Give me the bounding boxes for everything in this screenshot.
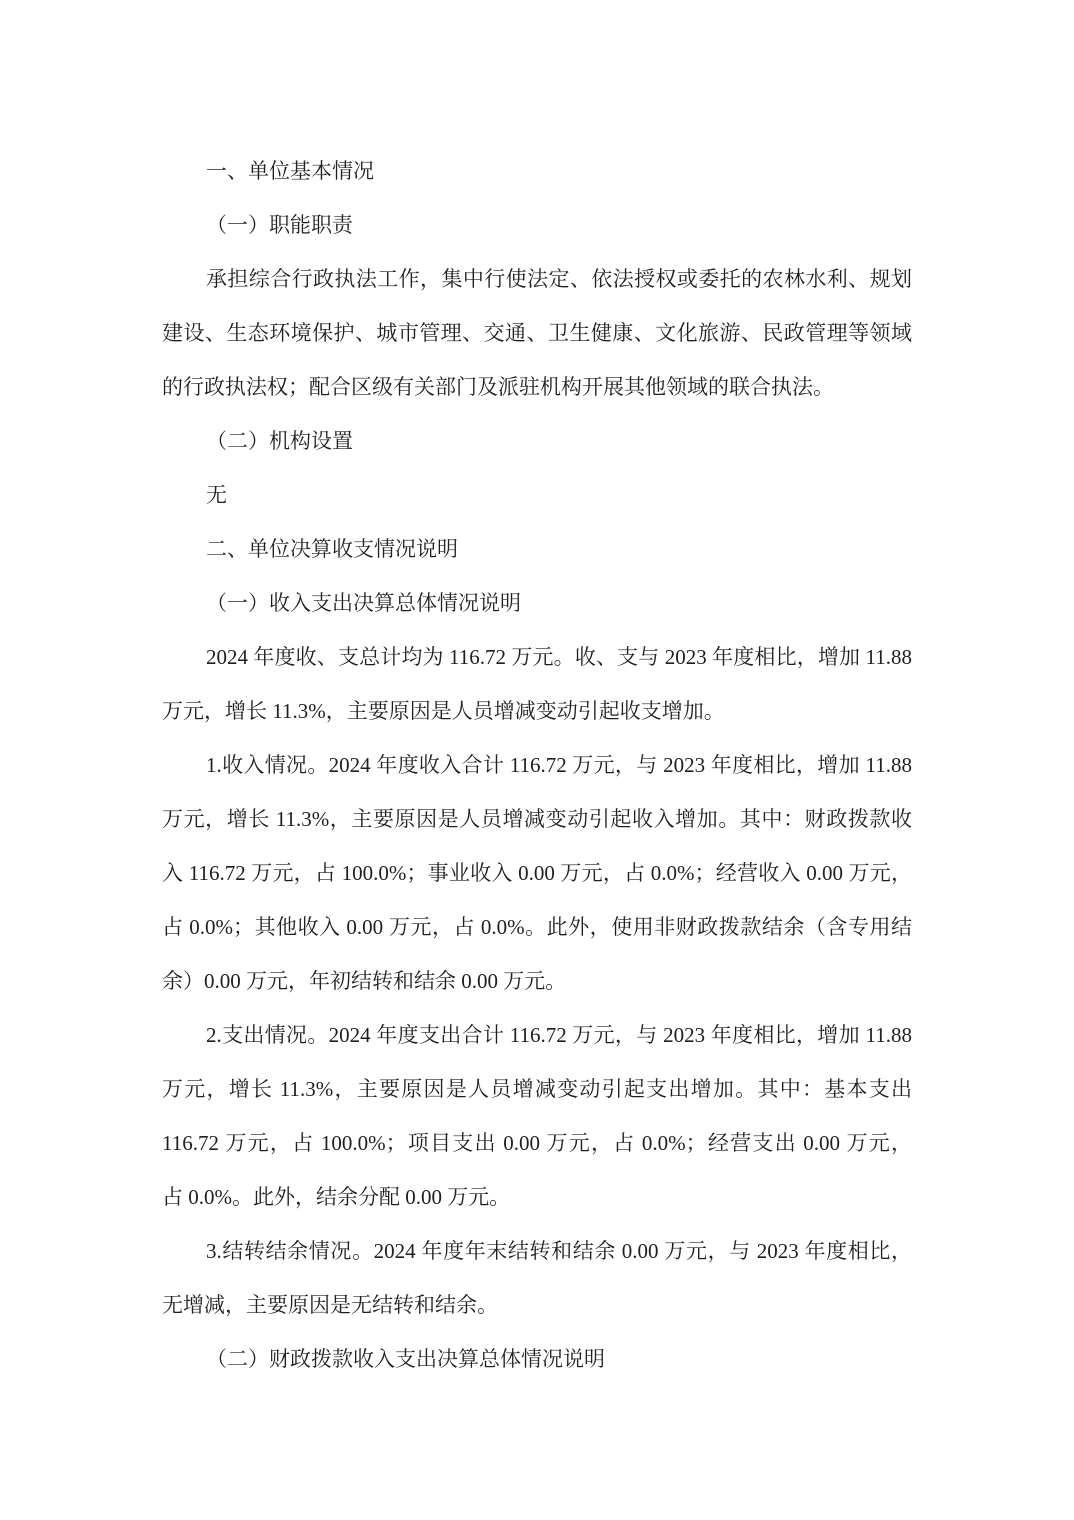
text-line: 的行政执法权；配合区级有关部门及派驻机构开展其他领域的联合执法。	[162, 375, 834, 399]
text-line: （二）机构设置	[206, 429, 353, 453]
text-line: 2.支出情况。2024 年度支出合计 116.72 万元，与 2023 年度相比，增加 11.88	[206, 1023, 912, 1047]
document-body	[162, 144, 912, 1386]
text-line: 无增减，主要原因是无结转和结余。	[162, 1293, 498, 1317]
text-line: （一）职能职责	[206, 213, 353, 237]
text-line: 余）0.00 万元，年初结转和结余 0.00 万元。	[162, 969, 567, 993]
text-line: 占 0.0%；其他收入 0.00 万元，占 0.0%。此外，使用非财政拨款结余（含专用结	[162, 915, 912, 939]
text-line: 二、单位决算收支情况说明	[206, 537, 458, 561]
text-line: 占 0.0%。此外，结余分配 0.00 万元。	[162, 1185, 511, 1209]
text-line: （一）收入支出决算总体情况说明	[206, 591, 521, 615]
text-line: 建设、生态环境保护、城市管理、交通、卫生健康、文化旅游、民政管理等领域	[162, 321, 912, 345]
text-line: 2024 年度收、支总计均为 116.72 万元。收、支与 2023 年度相比，增加 11.88	[206, 645, 912, 669]
text-line: 无	[206, 483, 227, 507]
text-line: （二）财政拨款收入支出决算总体情况说明	[206, 1347, 605, 1371]
text-line: 万元，增长 11.3%，主要原因是人员增减变动引起支出增加。其中：基本支出	[162, 1077, 912, 1101]
text-line: 一、单位基本情况	[206, 159, 374, 183]
text-line: 3.结转结余情况。2024 年度年末结转和结余 0.00 万元，与 2023 年度相比，	[206, 1239, 912, 1263]
text-line: 1.收入情况。2024 年度收入合计 116.72 万元，与 2023 年度相比，增加 11.88	[206, 753, 912, 777]
text-line: 万元，增长 11.3%，主要原因是人员增减变动引起收支增加。	[162, 699, 725, 723]
text-line: 入 116.72 万元，占 100.0%；事业收入 0.00 万元，占 0.0%；经营收入 0.00 万元，	[162, 861, 912, 885]
text-line: 万元，增长 11.3%，主要原因是人员增减变动引起收入增加。其中：财政拨款收	[162, 807, 912, 831]
text-line: 承担综合行政执法工作，集中行使法定、依法授权或委托的农林水利、规划	[206, 267, 912, 291]
text-line: 116.72 万元，占 100.0%；项目支出 0.00 万元，占 0.0%；经营支出 0.00 万元，	[162, 1131, 912, 1155]
